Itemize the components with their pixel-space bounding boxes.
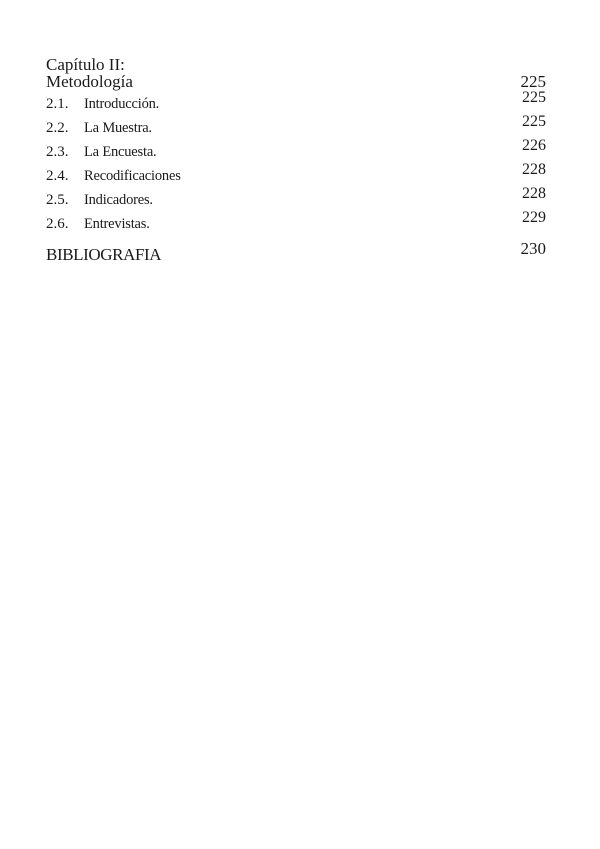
entry-title: Recodificaciones — [84, 168, 181, 184]
bibliography-page-number: 230 — [520, 239, 546, 258]
entry-page-number: 228 — [522, 161, 546, 178]
entry-number: 2.4. — [46, 168, 69, 184]
entry-number: 2.2. — [46, 120, 69, 136]
entry-title: La Encuesta. — [84, 144, 157, 160]
entry-page-number: 225 — [522, 113, 546, 130]
toc-entry — [46, 89, 546, 116]
entry-number: 2.6. — [46, 216, 69, 232]
entry-title: Introducción. — [84, 96, 160, 112]
entry-title: Entrevistas. — [84, 216, 150, 232]
chapter-page-number: 225 — [520, 72, 546, 91]
toc-entry — [46, 161, 546, 188]
chapter-heading — [46, 56, 546, 90]
entry-page-number: 228 — [522, 185, 546, 202]
toc-entry — [46, 137, 546, 164]
entry-title: La Muestra. — [84, 120, 152, 136]
entry-number: 2.1. — [46, 96, 69, 112]
toc-entry — [46, 113, 546, 140]
entry-number: 2.3. — [46, 144, 69, 160]
entry-number: 2.5. — [46, 192, 69, 208]
chapter-title: Metodología — [46, 72, 133, 91]
toc-entry — [46, 185, 546, 212]
toc-entry — [46, 209, 546, 236]
chapter-label: Capítulo II: — [46, 55, 125, 74]
entry-page-number: 229 — [522, 209, 546, 226]
entry-page-number: 226 — [522, 137, 546, 154]
bibliography-label: BIBLIOGRAFIA — [46, 245, 162, 264]
bibliography-entry — [46, 239, 546, 268]
table-of-contents — [46, 56, 546, 268]
entry-title: Indicadores. — [84, 192, 153, 208]
entry-page-number: 225 — [522, 89, 546, 106]
